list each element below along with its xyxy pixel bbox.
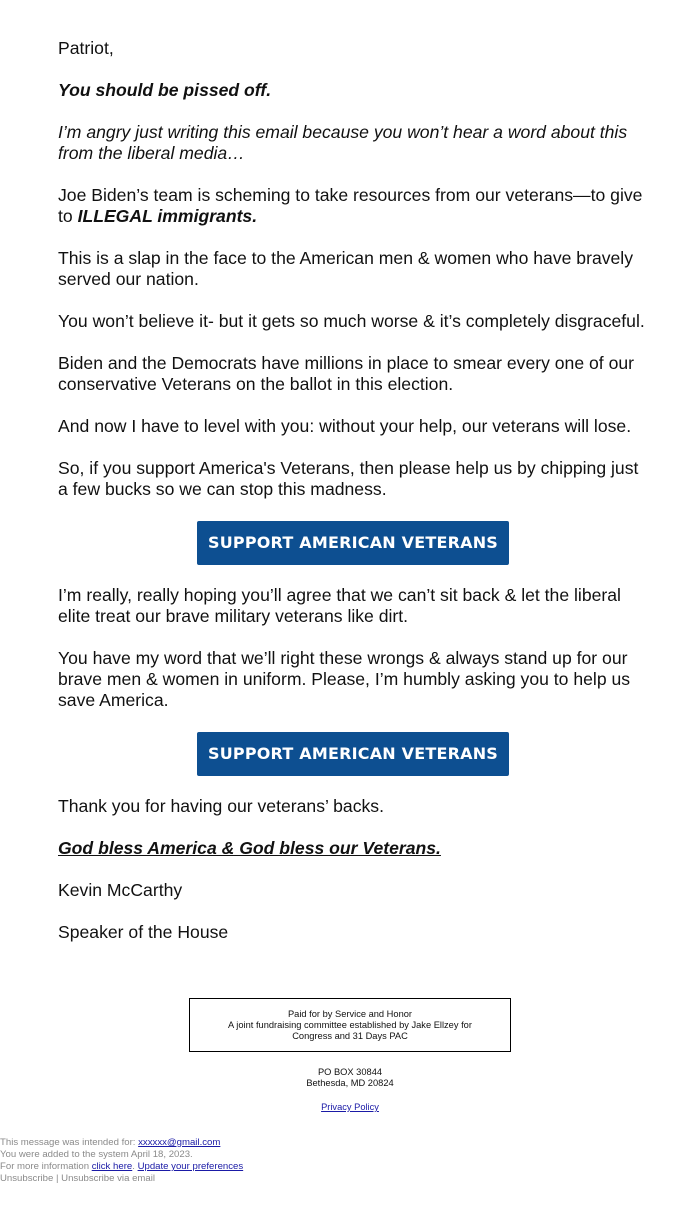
recipient-email-link[interactable]: xxxxxx@gmail.com [138,1137,221,1148]
paragraph-democrats: Biden and the Democrats have millions in place to smear every one of our conservative Veterans on the ballot in this election. [58,353,635,394]
paid-line-2: A joint fundraising committee established by Jake Ellzey for [228,1020,472,1030]
address-line-2: Bethesda, MD 20824 [306,1077,394,1088]
mailing-address [0,1067,700,1088]
update-preferences-link[interactable]: Update your preferences [137,1161,244,1172]
paragraph-biden-text: Joe Biden’s team is scheming to take resources from our veterans—to give to [58,185,643,226]
blessing: God bless America & God bless our Veterans. [58,838,441,858]
info-separator: . [132,1161,138,1172]
paragraph-slap: This is a slap in the face to the American men & women who have bravely served our nation. [58,248,634,289]
headline: You should be pissed off. [58,80,272,100]
intended-prefix: This message was intended for: [0,1137,139,1148]
email-body [58,38,648,964]
paid-for-box [189,998,511,1052]
paragraph-word: You have my word that we’ll right these wrongs & always stand up for our brave men & women in uniform. Please, I’m humbly asking you to help us save America. [58,648,631,710]
signer-title: Speaker of the House [58,922,229,942]
added-line: You were added to the system April 18, 2023. [0,1149,193,1160]
info-line [0,1161,243,1173]
intro-paragraph: I’m angry just writing this email because you won’t hear a word about this from the liberal media… [58,122,628,163]
unsubscribe-line[interactable]: Unsubscribe | Unsubscribe via email [0,1173,155,1184]
paragraph-level: And now I have to level with you: without your help, our veterans will lose. [58,416,632,436]
info-prefix: For more information [0,1161,92,1172]
intended-line [0,1137,243,1149]
paragraph-support: So, if you support America's Veterans, then please help us by chipping just a few bucks so we can stop this madness. [58,458,639,499]
address-line-1: PO BOX 30844 [317,1067,383,1077]
paragraph-biden-emphasis: ILLEGAL immigrants. [77,206,258,226]
click-here-link[interactable]: click here [91,1161,133,1172]
paragraph-worse: You won’t believe it- but it gets so much worse & it’s completely disgraceful. [58,311,645,331]
paragraph-biden [58,185,648,227]
system-footer [0,1137,243,1185]
paid-line-3: Congress and 31 Days PAC [292,1031,408,1041]
paragraph-hoping: I’m really, really hoping you’ll agree that we can’t sit back & let the liberal elite treat our brave military veterans like dirt. [58,585,621,626]
cta-wrapper-1 [58,521,648,565]
privacy-row [0,1102,700,1112]
privacy-policy-link[interactable]: Privacy Policy [321,1102,379,1112]
cta-wrapper-2 [58,732,648,776]
signer-name: Kevin McCarthy [58,880,183,900]
paid-line-1: Paid for by Service and Honor [287,1009,413,1019]
paragraph-thanks: Thank you for having our veterans’ backs. [58,796,384,816]
support-veterans-button-2[interactable]: SUPPORT AMERICAN VETERANS [197,732,509,776]
support-veterans-button-1[interactable]: SUPPORT AMERICAN VETERANS [197,521,509,565]
greeting: Patriot, [58,38,114,58]
